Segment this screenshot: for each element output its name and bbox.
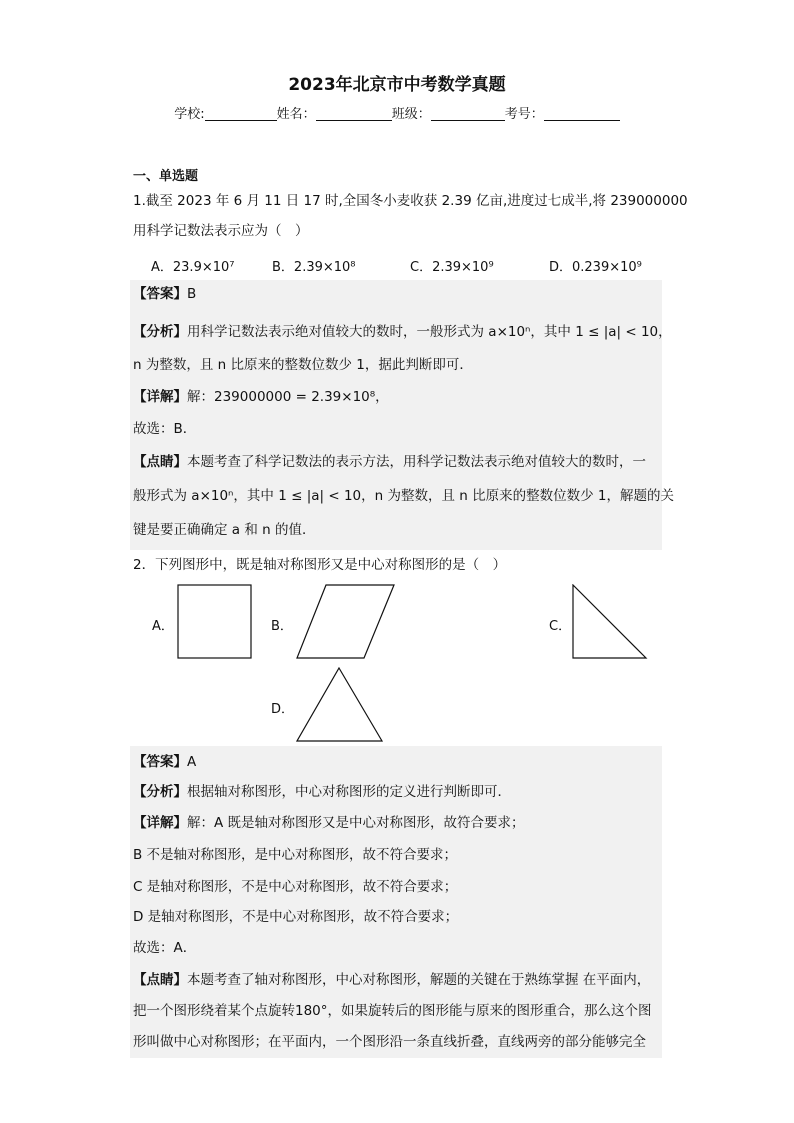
- q2-figure-square: [177, 584, 253, 660]
- q1-choose: 故选：B．: [133, 421, 197, 437]
- q2-detail-line4: D 是轴对称图形，不是中心对称图形，故不符合要求；: [133, 909, 459, 925]
- q1-option-c: C．2.39×10⁹: [410, 260, 494, 275]
- q2-choose: 故选：A．: [133, 940, 197, 956]
- q2-fig-label-a: A．: [152, 619, 174, 634]
- q1-comment-line2: 般形式为 a×10ⁿ，其中 1 ≤ |a| < 10，n 为整数，且 n 比原来的整数位数少 1，解题的关: [133, 488, 675, 504]
- q1-comment-line1: 【点睛】本题考查了科学记数法的表示方法，用科学记数法表示绝对值较大的数时，一: [133, 454, 646, 470]
- name-label: 姓名：: [276, 107, 316, 122]
- q1-analysis-line2: n 为整数，且 n 比原来的整数位数少 1，据此判断即可．: [133, 357, 473, 373]
- q2-figure-equilateral-triangle: [296, 667, 384, 743]
- q1-solution-panel: [130, 280, 662, 550]
- q1-detail: 【详解】解：239000000 = 2.39×10⁸，: [133, 389, 389, 405]
- school-field[interactable]: [205, 106, 277, 121]
- q2-comment-line1: 【点睛】本题考查了轴对称图形，中心对称图形，解题的关键在于熟练掌握 在平面内，: [133, 972, 651, 988]
- q2-figure-right-triangle: [572, 584, 648, 660]
- q1-stem-line2: 用科学记数法表示应为（ ）: [133, 223, 309, 239]
- q2-fig-label-b: B．: [271, 619, 293, 634]
- q1-analysis-line1: 【分析】用科学记数法表示绝对值较大的数时，一般形式为 a×10ⁿ，其中 1 ≤ |a| < 10，: [133, 324, 672, 340]
- q2-figure-parallelogram: [296, 584, 396, 660]
- q2-fig-label-c: C．: [549, 619, 572, 634]
- q2-comment-line2: 把一个图形绕着某个点旋转180°，如果旋转后的图形能与原来的图形重合，那么这个图: [133, 1003, 652, 1019]
- q2-detail-line1: 【详解】解：A 既是轴对称图形又是中心对称图形，故符合要求；: [133, 815, 525, 831]
- class-label: 班级：: [391, 107, 431, 122]
- q2-detail-line3: C 是轴对称图形，不是中心对称图形，故不符合要求；: [133, 879, 458, 895]
- q2-analysis: 【分析】根据轴对称图形，中心对称图形的定义进行判断即可．: [133, 784, 511, 800]
- school-label: 学校:: [174, 107, 205, 122]
- section-title: 一、单选题: [133, 169, 199, 184]
- q2-comment-line3: 形叫做中心对称图形；在平面内，一个图形沿一条直线折叠，直线两旁的部分能够完全: [133, 1034, 646, 1050]
- q1-stem-line1: 1.截至 2023 年 6 月 11 日 17 时,全国冬小麦收获 2.39 亿亩,进度过七成半,将 239000000: [133, 193, 688, 209]
- q2-detail-line2: B 不是轴对称图形，是中心对称图形，故不符合要求；: [133, 847, 458, 863]
- q1-option-d: D．0.239×10⁹: [549, 260, 642, 275]
- page-title: 2023年北京市中考数学真题: [288, 75, 506, 95]
- q2-stem: 2．下列图形中，既是轴对称图形又是中心对称图形的是（ ）: [133, 557, 507, 573]
- q1-answer: 【答案】B: [133, 286, 197, 302]
- q1-option-b: B．2.39×10⁸: [272, 260, 356, 275]
- id-field[interactable]: [544, 106, 620, 121]
- q2-answer: 【答案】A: [133, 754, 197, 770]
- class-field[interactable]: [431, 106, 505, 121]
- name-field[interactable]: [316, 106, 392, 121]
- q2-fig-label-d: D．: [271, 702, 295, 717]
- q1-comment-line3: 键是要正确确定 a 和 n 的值．: [133, 522, 316, 538]
- q1-option-a: A．23.9×10⁷: [151, 260, 235, 275]
- id-label: 考号：: [504, 107, 544, 122]
- student-info-line: [0, 103, 794, 122]
